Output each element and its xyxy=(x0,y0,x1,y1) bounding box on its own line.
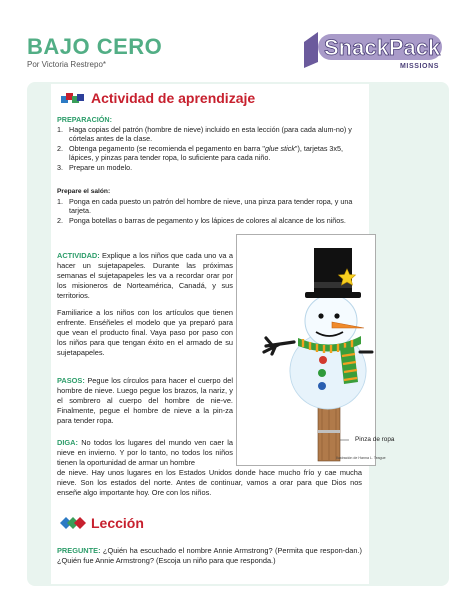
snowman-eye-right xyxy=(334,313,339,318)
lesson-heading-text: Lección xyxy=(91,515,144,531)
actividad-paragraph xyxy=(57,251,233,301)
prep-step-text: Haga copias del patrón (hombre de nieve) incluido en esta lección (para cada alum-no) y córtelas antes de la clase. xyxy=(69,124,352,143)
pregunte-label: PREGUNTE: xyxy=(57,546,101,555)
diga-continued-paragraph: de nieve. Hay unos lugares en los Estados Unidos donde hace mucho frío y cae mucha nieve. Son los estados del norte. Antes de continuar, vamos a orar para que Dios nos enseñe algo importante hoy. Ore con los niños. xyxy=(57,468,362,497)
salon-step xyxy=(57,197,362,216)
pasos-paragraph xyxy=(57,376,233,426)
diamond-shapes-icon xyxy=(60,515,86,531)
prep-step-text: Obtenga pegamento (se recomienda el pegamento en barra " xyxy=(69,143,265,153)
prep-step xyxy=(57,125,362,144)
familiarice-paragraph: Familiarice a los niños con los artículos que tienen enfrente. Enséñeles el modelo que ya preparó para que vean el producto final. Vaya paso por paso con los niños para que tengan éxito en el armado de su sujetapapeles. xyxy=(57,308,233,357)
salon-step-text: Ponga en cada puesto un patrón del hombre de nieve, una pinza para tender ropa, y una tarjeta. xyxy=(69,196,353,215)
salon-label: Prepare el salón: xyxy=(57,188,111,195)
lesson-heading xyxy=(60,515,144,531)
diga-paragraph xyxy=(57,438,233,468)
logo-bag-icon xyxy=(304,32,318,68)
prep-block xyxy=(57,115,362,172)
button-green xyxy=(318,369,326,377)
prep-step-number: 2. xyxy=(57,143,63,153)
page-title: BAJO CERO xyxy=(27,34,163,59)
snowman-eye-left xyxy=(318,313,323,318)
prep-step-text: Prepare un modelo. xyxy=(69,162,133,172)
pasos-text: Pegue los círculos para hacer el cuerpo del hombre de nieve. Luego pegue los brazos, la nariz, y el sombrero al cuerpo del hombre de nie-ve. Finalmente, pegue el hombre de nieve a la pin-za para tender ropa. xyxy=(57,376,233,425)
snowman-head xyxy=(305,295,357,347)
actividad-label: ACTIVIDAD: xyxy=(57,251,100,260)
salon-steps-list xyxy=(57,197,362,226)
pasos-label: PASOS: xyxy=(57,376,85,385)
prep-step xyxy=(57,163,362,173)
prep-step-emphasis: glue stick xyxy=(264,143,295,153)
diga-text-1: No todos los lugares del mundo ven caer la nieve en invierno. Y por lo tanto, no todos los niños tienen la oportunidad de armar un hombre xyxy=(57,438,233,467)
colored-blocks-icon xyxy=(60,91,86,105)
author-byline: Por Victoria Restrepo* xyxy=(27,60,106,69)
activity-heading-text: Actividad de aprendizaje xyxy=(91,90,256,106)
logo-wordmark: SnackPack xyxy=(324,35,441,60)
salon-step-number: 1. xyxy=(57,196,63,206)
prep-step xyxy=(57,144,362,163)
actividad-text: Explique a los niños que cada uno va a hacer un sujetapapeles. Durante las próximas semanas el sujetapapeles les va a recordar orar por los misioneros de Norteamérica, Canadá, y sus territorios. xyxy=(57,251,233,300)
snackpack-missions-logo xyxy=(298,28,448,70)
logo-subtitle: MISSIONS xyxy=(400,63,440,70)
prep-step-text-end: "), tarjetas 3x5, lápices, y pinzas para tender ropa, lo suficiente para cada niño. xyxy=(69,143,344,162)
figure-credit: Ilustración de Hanna L. Teague xyxy=(336,456,386,460)
salon-step-number: 2. xyxy=(57,215,63,225)
button-red xyxy=(319,356,327,364)
pregunte-paragraph xyxy=(57,546,362,566)
activity-heading xyxy=(60,90,255,106)
prep-steps-list xyxy=(57,125,362,173)
prep-step-number: 1. xyxy=(57,124,63,134)
pregunte-text: ¿Quién ha escuchado el nombre Annie Armstrong? (Permita que respon-dan.) ¿Quién fue Annie Armstrong? (Escoja un niño para que responda.) xyxy=(57,546,362,565)
prep-step-number: 3. xyxy=(57,162,63,172)
salon-step-text: Ponga botellas o barras de pegamento y los lápices de colores al alcance de los niños. xyxy=(69,215,346,225)
salon-step xyxy=(57,216,362,226)
diga-label: DIGA: xyxy=(57,438,78,447)
salon-block xyxy=(57,187,362,225)
prep-label: PREPARACIÓN: xyxy=(57,115,112,124)
page-header xyxy=(0,0,475,80)
figure-caption: Pinza de ropa xyxy=(355,436,395,443)
snowman-pattern-figure xyxy=(236,234,376,466)
button-blue xyxy=(318,382,326,390)
